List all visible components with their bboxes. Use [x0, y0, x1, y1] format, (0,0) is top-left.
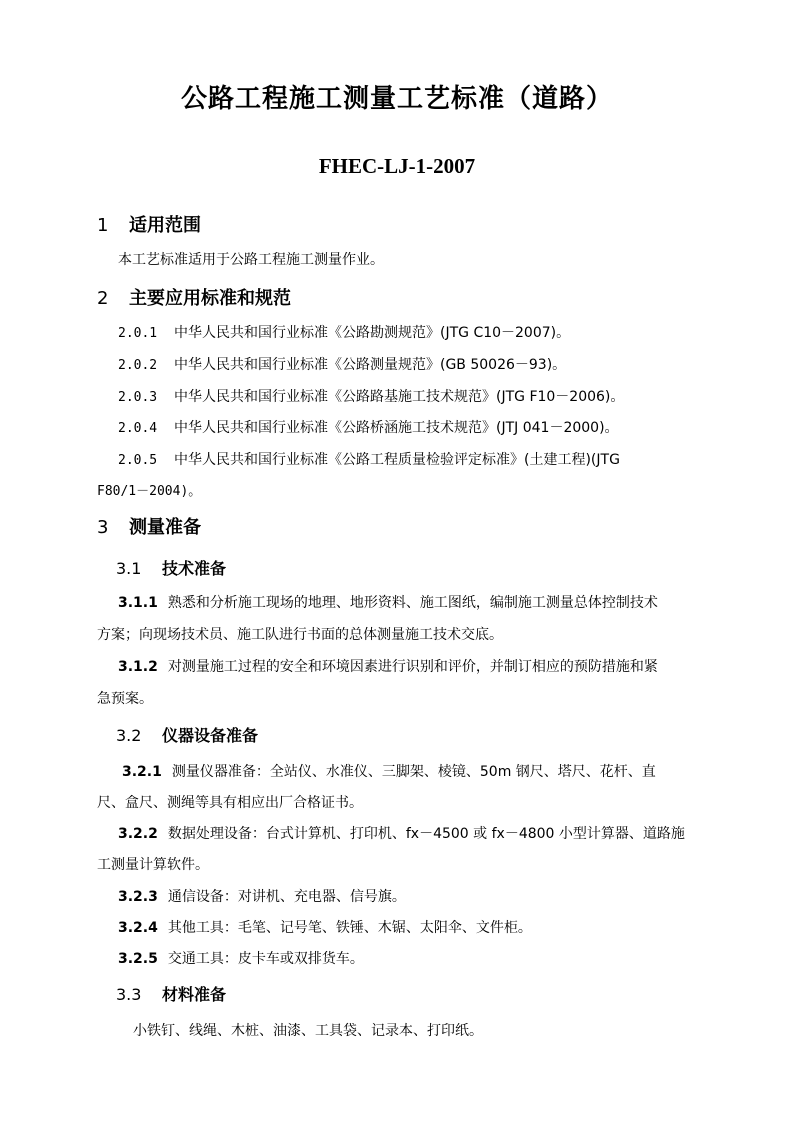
- clause-number: 3.1.1: [118, 595, 158, 611]
- reference-item: [118, 355, 566, 376]
- clause-number: 3.2.1: [122, 764, 162, 780]
- reference-number: 2.0.4: [118, 421, 158, 436]
- section-title: 测量准备: [129, 517, 201, 538]
- clause-text: 通信设备：对讲机、充电器、信号旗。: [167, 889, 406, 905]
- clause-3-1-2: [118, 657, 658, 677]
- clause-text: 熟悉和分析施工现场的地理、地形资料、施工图纸，编制施工测量总体控制技术: [167, 595, 658, 611]
- section-number: 2: [97, 288, 109, 309]
- reference-number: 2.0.3: [118, 390, 158, 405]
- section-number: 1: [97, 215, 109, 236]
- clause-text-continuation: 尺、盒尺、测绳等具有相应出厂合格证书。: [97, 795, 363, 811]
- section-1-text: 本工艺标准适用于公路工程施工测量作业。: [118, 252, 384, 268]
- clause-3-2-2: [118, 824, 685, 844]
- reference-number: 2.0.1: [118, 326, 158, 341]
- reference-number: 2.0.5: [118, 453, 158, 468]
- section-title: 适用范围: [129, 215, 201, 236]
- clause-number: 3.2.2: [118, 826, 158, 842]
- section-number: 3: [97, 517, 109, 538]
- subsection-number: 3.3: [116, 985, 142, 1004]
- reference-text: 中华人民共和国行业标准《公路路基施工技术规范》(JTG F10－2006)。: [174, 389, 625, 405]
- clause-text-continuation: 方案；向现场技术员、施工队进行书面的总体测量施工技术交底。: [97, 627, 503, 643]
- subsection-3-1-heading: [116, 558, 226, 580]
- clause-text-continuation: 工测量计算软件。: [97, 857, 209, 873]
- clause-3-2-5: [118, 949, 364, 969]
- reference-text-continuation: F80/1－2004)。: [97, 484, 202, 499]
- clause-text: 对测量施工过程的安全和环境因素进行识别和评价，并制订相应的预防措施和紧: [167, 659, 658, 675]
- clause-number: 3.2.3: [118, 889, 158, 905]
- section-3-3-text: 小铁钉、线绳、木桩、油漆、工具袋、记录本、打印纸。: [133, 1023, 483, 1039]
- clause-text-continuation: 急预案。: [97, 691, 153, 707]
- reference-item: [118, 450, 620, 471]
- subsection-number: 3.1: [116, 559, 142, 578]
- clause-text: 数据处理设备：台式计算机、打印机、fx－4500 或 fx－4800 小型计算器、道路施: [167, 826, 685, 842]
- reference-text: 中华人民共和国行业标准《公路工程质量检验评定标准》(土建工程)(JTG: [174, 452, 620, 468]
- reference-text: 中华人民共和国行业标准《公路勘测规范》(JTG C10－2007)。: [174, 325, 571, 341]
- clause-text: 测量仪器准备：全站仪、水准仪、三脚架、棱镜、50m 钢尺、塔尺、花杆、直: [171, 764, 656, 780]
- subsection-title: 材料准备: [162, 985, 227, 1004]
- clause-3-1-1: [118, 593, 658, 613]
- clause-3-2-4: [118, 918, 532, 938]
- clause-number: 3.1.2: [118, 659, 158, 675]
- document-code: FHEC-LJ-1-2007: [318, 154, 476, 178]
- section-2-heading: [97, 287, 291, 311]
- section-title: 主要应用标准和规范: [129, 288, 291, 309]
- reference-item: [118, 418, 619, 439]
- section-3-heading: [97, 516, 201, 540]
- subsection-3-3-heading: [116, 984, 226, 1006]
- clause-text: 交通工具：皮卡车或双排货车。: [167, 951, 364, 967]
- clause-number: 3.2.5: [118, 951, 158, 967]
- clause-text: 其他工具：毛笔、记号笔、铁锤、木锯、太阳伞、文件柜。: [167, 920, 532, 936]
- reference-number: 2.0.2: [118, 358, 158, 373]
- reference-text: 中华人民共和国行业标准《公路测量规范》(GB 50026－93)。: [174, 357, 567, 373]
- subsection-number: 3.2: [116, 726, 142, 745]
- document-title: 公路工程施工测量工艺标准（道路）: [180, 84, 613, 114]
- reference-item: [118, 323, 570, 344]
- clause-3-2-3: [118, 887, 406, 907]
- clause-number: 3.2.4: [118, 920, 158, 936]
- subsection-3-2-heading: [116, 725, 258, 747]
- section-1-heading: [97, 214, 201, 238]
- subsection-title: 技术准备: [162, 559, 227, 578]
- subsection-title: 仪器设备准备: [162, 726, 259, 745]
- clause-3-2-1: [122, 762, 656, 782]
- reference-text: 中华人民共和国行业标准《公路桥涵施工技术规范》(JTJ 041－2000)。: [174, 420, 619, 436]
- reference-item: [118, 387, 624, 408]
